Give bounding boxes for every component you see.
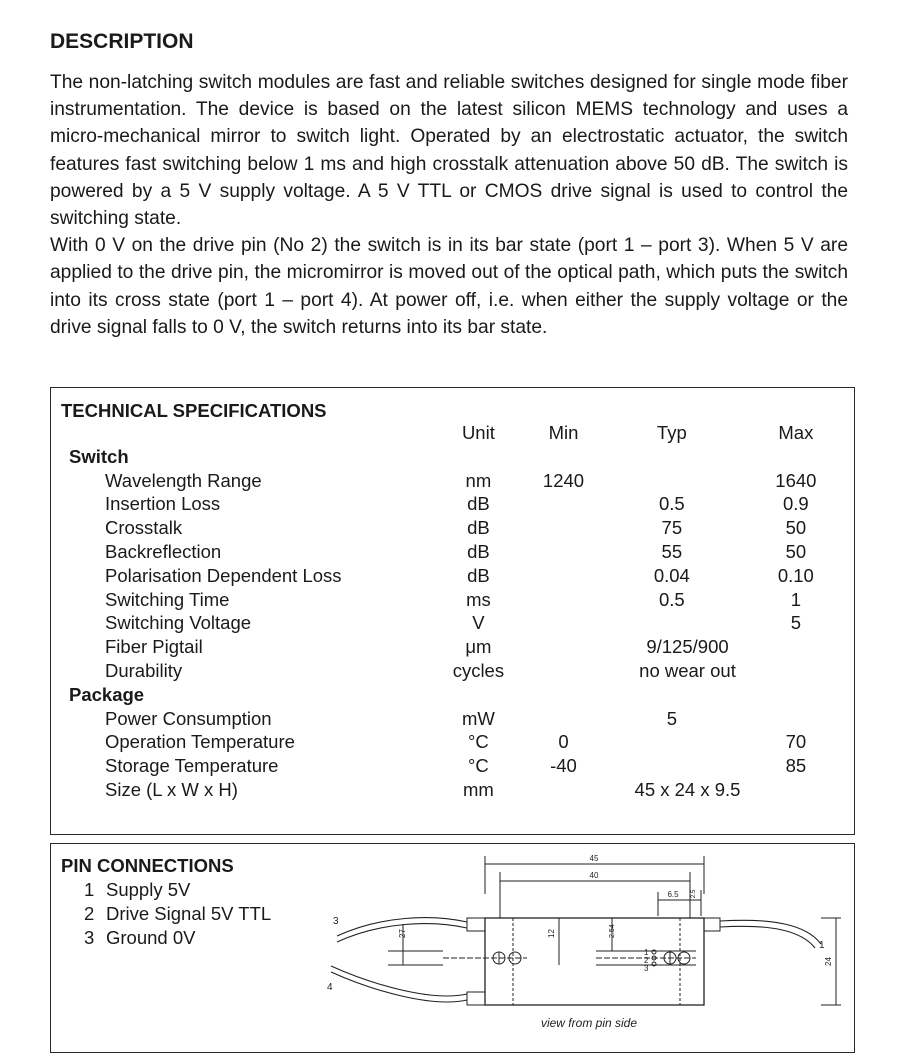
spec-max: 50 (785, 517, 807, 539)
table-row (51, 754, 854, 778)
port-1-label: 1 (819, 940, 825, 951)
spec-max: 5 (790, 612, 801, 634)
spec-unit: dB (467, 493, 490, 515)
spec-name: Wavelength Range (105, 469, 262, 491)
spec-max: 70 (785, 731, 807, 753)
spec-min (521, 611, 606, 635)
spec-name: Crosstalk (105, 517, 183, 539)
pin-number: 1 (84, 879, 95, 900)
spec-range-value: no wear out (639, 659, 736, 681)
spec-max: 1 (790, 588, 801, 610)
pin-number: 3 (84, 927, 95, 948)
spec-unit: °C (468, 731, 489, 753)
module-drawing (51, 844, 856, 1044)
spec-name: Insertion Loss (105, 493, 221, 515)
dimension-lines (485, 856, 704, 918)
spec-unit: V (472, 612, 485, 634)
spec-max: 50 (785, 540, 807, 562)
spec-typ: 75 (661, 517, 683, 539)
dim-length-label: 45 (589, 854, 599, 863)
spec-max: 0.9 (783, 493, 809, 515)
spec-typ: 5 (666, 707, 677, 729)
pin-3-label: 3 (644, 964, 649, 973)
spec-min (521, 707, 606, 731)
switch-rows (51, 469, 854, 683)
spec-typ: 0.04 (653, 564, 690, 586)
specs-table (51, 421, 854, 802)
table-row (51, 635, 854, 659)
spec-name: Switching Voltage (105, 612, 252, 634)
spec-min: -40 (550, 755, 577, 777)
spec-unit: dB (467, 517, 490, 539)
spec-unit: nm (465, 469, 492, 491)
description-paragraph: The non-latching switch modules are fast and reliable switches designed for single mode fiber instrumentation. The device is based on the latest silicon MEMS technology and uses a micro-mechanical mirror to switch light. Operated by an electrostatic actuator, the switch features fast switching below 1 ms and high crosstalk attenuation above 50 dB. The switch is powered by a 5 V supply voltage. A 5 V TTL or CMOS drive signal is used to control the switching state. (50, 72, 848, 230)
table-row (51, 469, 854, 493)
table-row (51, 730, 854, 754)
spec-min: 0 (558, 731, 569, 753)
spec-unit: mm (462, 778, 494, 800)
dim-inner-label: 40 (589, 871, 599, 880)
spec-min (521, 516, 606, 540)
table-row (51, 540, 854, 564)
table-row (51, 516, 854, 540)
table-row (51, 778, 854, 802)
specs-header-row (51, 421, 854, 445)
specs-title: TECHNICAL SPECIFICATIONS (61, 400, 327, 421)
pin-2-label: 2 (644, 956, 649, 965)
spec-name: Durability (105, 659, 183, 681)
pin-1-label: 1 (644, 948, 649, 957)
pin-number: 2 (84, 903, 95, 924)
spec-range-value: 45 x 24 x 9.5 (634, 778, 741, 800)
spec-max: 85 (785, 755, 807, 777)
spec-name: Polarisation Dependent Loss (105, 564, 342, 586)
spec-name: Fiber Pigtail (105, 636, 203, 658)
spec-max: 0.10 (777, 564, 814, 586)
pin-label: Supply 5V (106, 879, 191, 900)
table-row (51, 564, 854, 588)
spec-name: Storage Temperature (105, 755, 279, 777)
spec-name: Power Consumption (105, 707, 272, 729)
description-heading: DESCRIPTION (50, 30, 194, 53)
dim-height-b-label: 12 (547, 929, 556, 938)
spec-unit: dB (467, 540, 490, 562)
header-min: Min (548, 422, 579, 443)
spec-name: Size (L x W x H) (105, 778, 238, 800)
spec-typ: 0.5 (658, 493, 685, 515)
spec-max: 1640 (775, 469, 817, 491)
pins-title: PIN CONNECTIONS (61, 855, 234, 876)
dim-pitch-label: 2.54 (609, 924, 616, 938)
spec-typ (606, 611, 738, 635)
drawing-caption: view from pin side (540, 1016, 638, 1030)
spec-typ (606, 469, 738, 493)
spec-unit: °C (468, 755, 489, 777)
spec-min (521, 492, 606, 516)
spec-typ (606, 730, 738, 754)
dim-width-label: 24 (824, 957, 833, 966)
spec-unit: mW (461, 707, 495, 729)
spec-unit: dB (467, 564, 490, 586)
spec-min (521, 588, 606, 612)
spec-range-value: 9/125/900 (646, 636, 729, 658)
table-row (51, 588, 854, 612)
pin-label: Drive Signal 5V TTL (106, 903, 272, 924)
spec-name: Switching Time (105, 588, 230, 610)
spec-unit: cycles (452, 659, 505, 681)
spec-name: Operation Temperature (105, 731, 295, 753)
spec-min (521, 540, 606, 564)
spec-typ: 55 (661, 540, 683, 562)
header-unit: Unit (461, 422, 495, 443)
header-typ: Typ (656, 422, 687, 443)
pin-connections-box (50, 843, 855, 1053)
spec-min (521, 564, 606, 588)
spec-max (738, 707, 854, 731)
port-3-label: 3 (333, 916, 339, 927)
spec-typ (606, 754, 738, 778)
dim-pin-offset-label: 6.5 (667, 890, 679, 899)
module-body (485, 918, 704, 1005)
spec-min: 1240 (542, 469, 585, 491)
table-row (51, 492, 854, 516)
table-row (51, 611, 854, 635)
group-row-package (51, 683, 854, 707)
group-row-switch (51, 445, 854, 469)
dim-height-a-label: 27 (398, 929, 407, 938)
fiber-port-1 (720, 920, 821, 944)
pin-label: Ground 0V (106, 927, 196, 948)
spec-unit: μm (465, 636, 492, 658)
spec-unit: ms (466, 588, 491, 610)
spec-name: Backreflection (105, 540, 222, 562)
header-max: Max (778, 422, 814, 443)
spec-typ: 0.5 (658, 588, 685, 610)
description-body (50, 69, 848, 341)
port-4-label: 4 (327, 982, 333, 993)
technical-specifications-box (50, 387, 855, 835)
group-label: Package (69, 683, 145, 705)
group-label: Switch (69, 445, 129, 467)
dim-small-label: 2.5 (691, 889, 697, 899)
table-row (51, 659, 854, 683)
table-row (51, 707, 854, 731)
description-paragraph: With 0 V on the drive pin (No 2) the switch is in its bar state (port 1 – port 3). When 5 V are applied to the drive pin, the micromirror is moved out of the optical path, which puts the switch into its cross state (port 1 – port 4). At power off, i.e. when either the supply voltage or the drive signal falls to 0 V, the switch returns into its bar state. (50, 235, 848, 338)
package-rows (51, 707, 854, 802)
